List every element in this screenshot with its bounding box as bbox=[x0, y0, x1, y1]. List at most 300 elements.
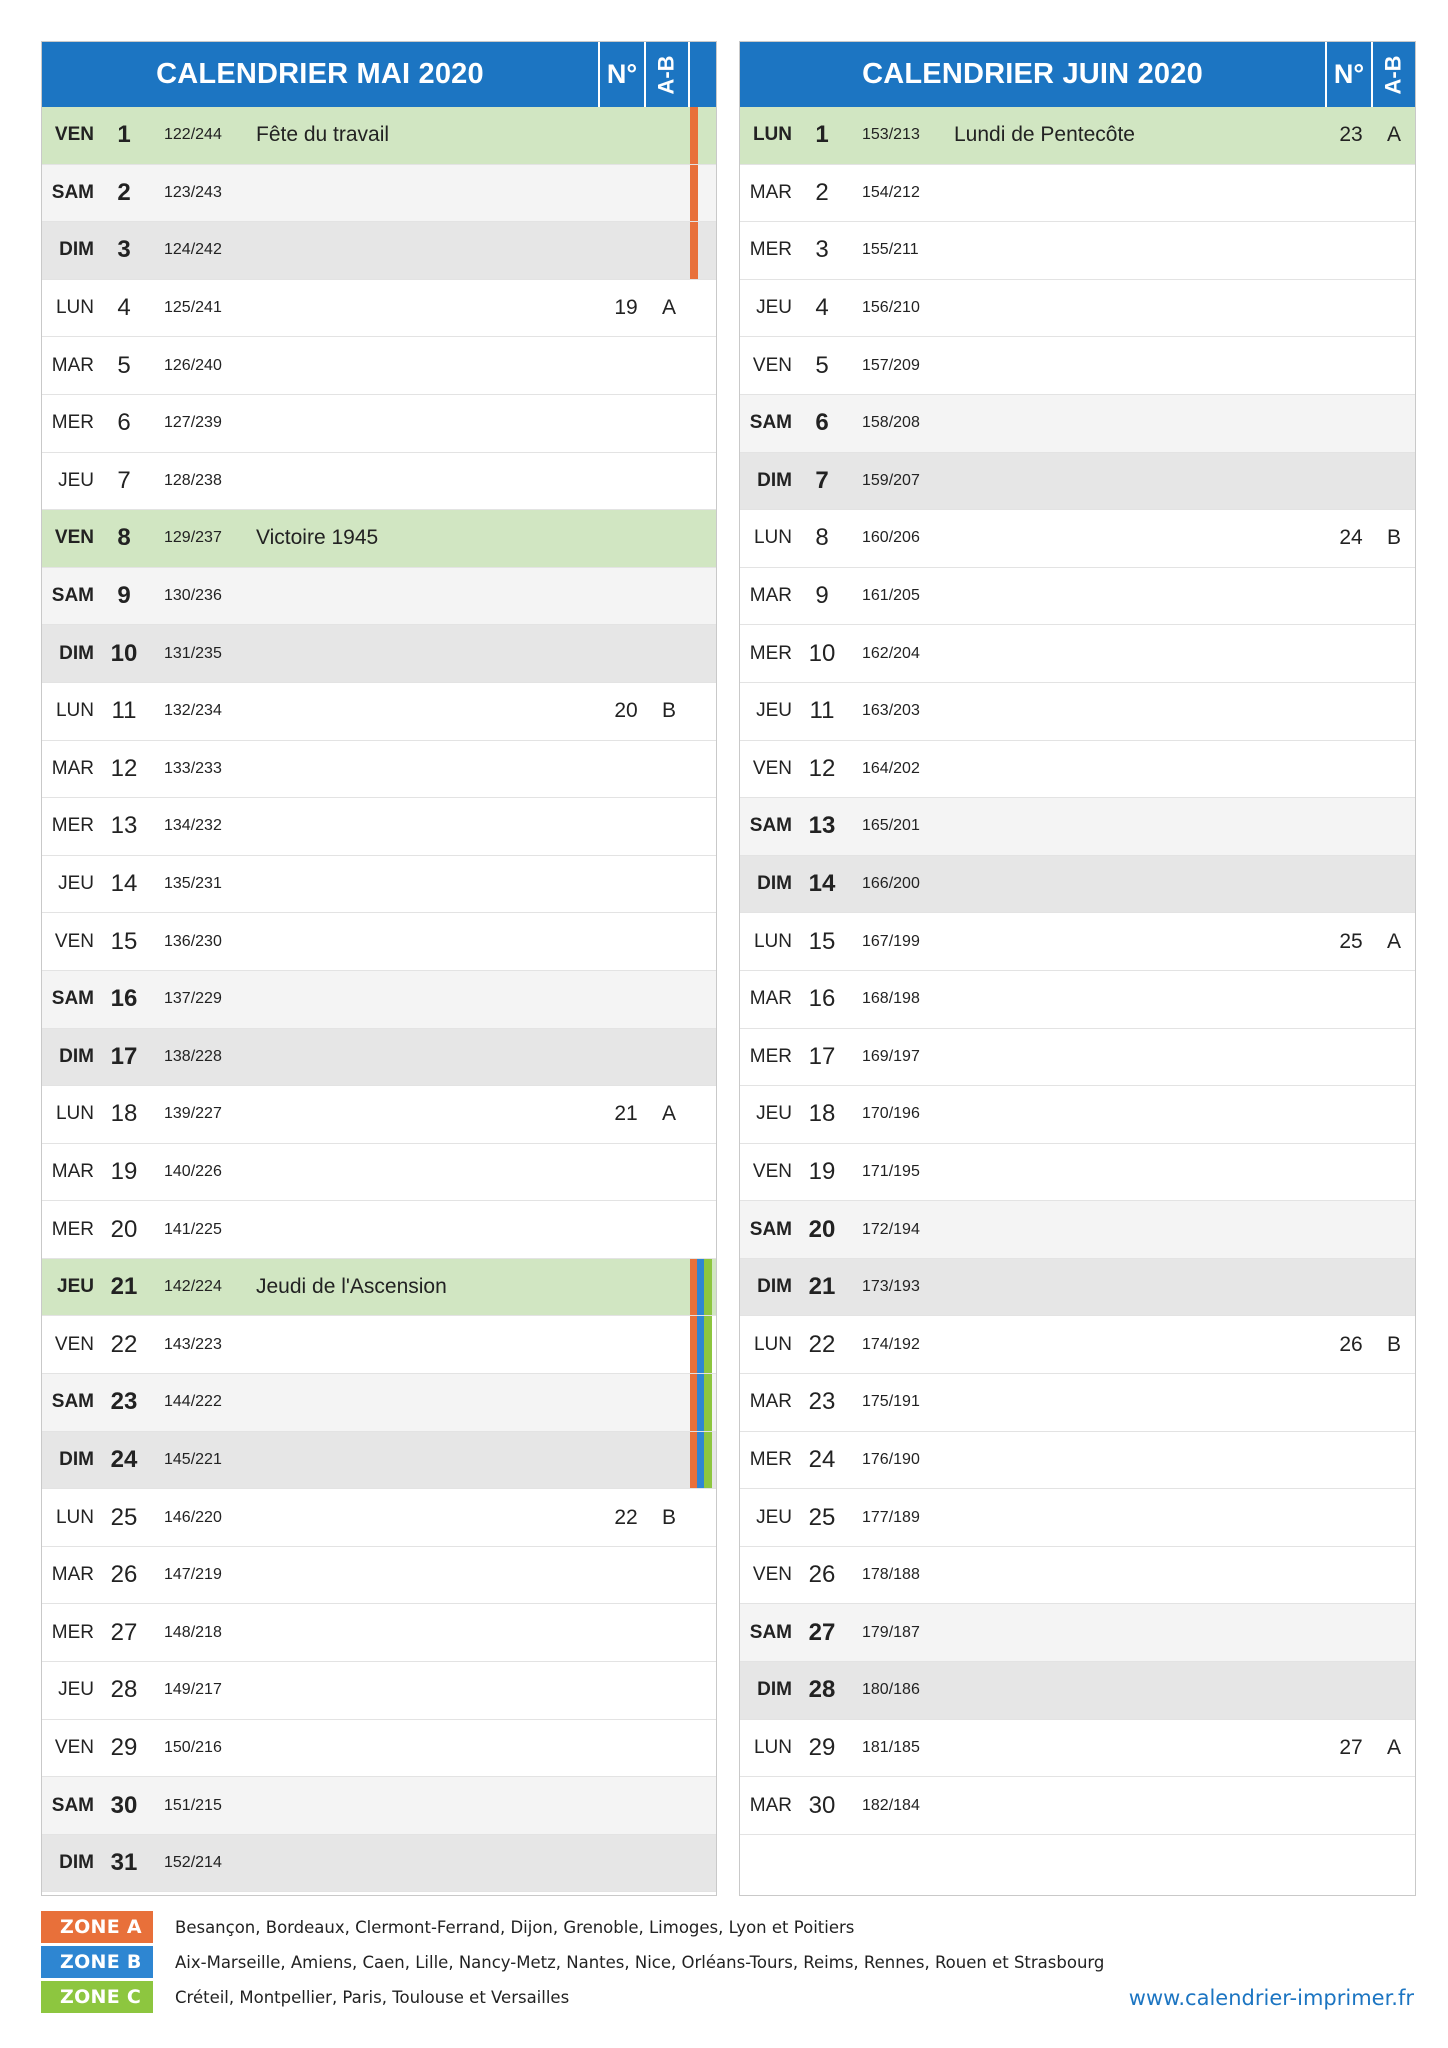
day-number: 30 bbox=[808, 1791, 836, 1819]
day-of-year: 177/189 bbox=[862, 1508, 920, 1526]
day-name: JEU bbox=[58, 469, 94, 491]
day-number: 18 bbox=[808, 1100, 836, 1128]
day-number: 29 bbox=[110, 1733, 138, 1761]
week-ab: B bbox=[661, 699, 676, 723]
day-of-year: 148/218 bbox=[164, 1623, 222, 1641]
day-name: SAM bbox=[51, 1794, 94, 1816]
day-number: 20 bbox=[110, 1215, 138, 1243]
day-number: 14 bbox=[808, 870, 836, 898]
day-of-year: 172/194 bbox=[862, 1220, 920, 1238]
day-name: SAM bbox=[51, 988, 94, 1010]
day-name: VEN bbox=[54, 527, 94, 549]
day-number: 16 bbox=[808, 985, 836, 1013]
day-of-year: 159/207 bbox=[862, 471, 920, 489]
day-number: 7 bbox=[815, 466, 829, 494]
day-number: 22 bbox=[808, 1330, 836, 1358]
day-of-year: 181/185 bbox=[862, 1738, 920, 1756]
calendar-title: CALENDRIER MAI 2020 bbox=[156, 58, 484, 90]
day-row bbox=[740, 1662, 1415, 1720]
calendar-header bbox=[740, 42, 1415, 107]
day-of-year: 145/221 bbox=[164, 1450, 222, 1468]
day-name: SAM bbox=[51, 1391, 94, 1413]
day-number: 7 bbox=[117, 466, 131, 494]
week-ab-header bbox=[644, 42, 688, 107]
day-row bbox=[740, 222, 1415, 280]
day-rows bbox=[740, 107, 1415, 1835]
day-row bbox=[740, 798, 1415, 856]
day-name: MER bbox=[51, 1218, 94, 1240]
day-number: 19 bbox=[808, 1157, 836, 1185]
zone-holiday-markers bbox=[690, 395, 716, 452]
week-ab: B bbox=[1386, 1332, 1401, 1356]
day-of-year: 158/208 bbox=[862, 414, 920, 432]
day-number: 5 bbox=[117, 351, 131, 379]
day-row bbox=[740, 625, 1415, 683]
calendar-may bbox=[41, 41, 717, 1896]
zone-holiday-markers bbox=[690, 453, 716, 510]
day-row bbox=[740, 568, 1415, 626]
day-row bbox=[42, 280, 716, 338]
day-name: LUN bbox=[752, 124, 792, 146]
day-of-year: 160/206 bbox=[862, 529, 920, 547]
zone-holiday-markers bbox=[690, 625, 716, 682]
day-name: MAR bbox=[51, 1564, 94, 1586]
zone-holiday-markers bbox=[690, 1201, 716, 1258]
week-number: 22 bbox=[614, 1505, 638, 1529]
day-number: 14 bbox=[110, 870, 138, 898]
day-name: LUN bbox=[753, 930, 792, 952]
zone-c-cities: Créteil, Montpellier, Paris, Toulouse et Versailles bbox=[175, 1987, 570, 2007]
day-number: 1 bbox=[117, 121, 131, 149]
day-of-year: 169/197 bbox=[862, 1047, 920, 1065]
day-name: MER bbox=[749, 239, 792, 261]
day-row bbox=[740, 1201, 1415, 1259]
day-name: DIM bbox=[757, 1679, 792, 1701]
day-of-year: 153/213 bbox=[862, 126, 920, 144]
day-row bbox=[42, 971, 716, 1029]
day-row bbox=[740, 1720, 1415, 1778]
day-name: MAR bbox=[749, 181, 792, 203]
zone-holiday-markers bbox=[690, 222, 716, 279]
day-row bbox=[42, 165, 716, 223]
day-name: JEU bbox=[756, 700, 792, 722]
day-name: MER bbox=[51, 412, 94, 434]
day-row bbox=[740, 1374, 1415, 1432]
day-row bbox=[42, 510, 716, 568]
day-of-year: 154/212 bbox=[862, 183, 920, 201]
day-of-year: 130/236 bbox=[164, 587, 222, 605]
day-name: MER bbox=[749, 1045, 792, 1067]
day-name: SAM bbox=[749, 412, 792, 434]
day-row bbox=[740, 971, 1415, 1029]
day-name: DIM bbox=[59, 642, 94, 664]
day-number: 30 bbox=[110, 1791, 138, 1819]
day-row bbox=[740, 165, 1415, 223]
week-ab: A bbox=[1386, 1735, 1401, 1759]
day-number: 23 bbox=[110, 1388, 138, 1416]
zone-holiday-markers bbox=[690, 1144, 716, 1201]
day-of-year: 132/234 bbox=[164, 702, 222, 720]
zone-holiday-markers bbox=[690, 1259, 716, 1316]
day-of-year: 133/233 bbox=[164, 759, 222, 777]
zone-holiday-markers bbox=[690, 1662, 716, 1719]
day-name: LUN bbox=[55, 1506, 94, 1528]
day-of-year: 179/187 bbox=[862, 1623, 920, 1641]
day-number: 2 bbox=[815, 178, 829, 206]
day-name: JEU bbox=[756, 1103, 792, 1125]
day-of-year: 128/238 bbox=[164, 471, 222, 489]
day-of-year: 157/209 bbox=[862, 356, 920, 374]
day-of-year: 135/231 bbox=[164, 875, 222, 893]
zone-holiday-markers bbox=[690, 1835, 716, 1892]
day-name: DIM bbox=[757, 873, 792, 895]
day-name: JEU bbox=[756, 1506, 792, 1528]
day-row bbox=[42, 683, 716, 741]
zone-b-cities: Aix-Marseille, Amiens, Caen, Lille, Nancy-Metz, Nantes, Nice, Orléans-Tours, Reims, Rennes, Rouen et Strasbourg bbox=[175, 1952, 1105, 1972]
day-name: VEN bbox=[752, 354, 792, 376]
day-row bbox=[42, 1489, 716, 1547]
zone-holiday-markers bbox=[690, 1029, 716, 1086]
day-of-year: 180/186 bbox=[862, 1681, 920, 1699]
day-row bbox=[740, 1604, 1415, 1662]
zone-holiday-markers bbox=[690, 107, 716, 164]
day-number: 16 bbox=[110, 985, 138, 1013]
calendar-title: CALENDRIER JUIN 2020 bbox=[862, 58, 1203, 90]
day-row bbox=[740, 683, 1415, 741]
week-ab: A bbox=[661, 1102, 676, 1126]
day-number: 4 bbox=[117, 294, 131, 322]
day-of-year: 167/199 bbox=[862, 932, 920, 950]
zone-a-marker bbox=[690, 165, 698, 222]
day-name: MAR bbox=[51, 757, 94, 779]
day-row bbox=[740, 913, 1415, 971]
day-number: 8 bbox=[815, 524, 829, 552]
day-number: 15 bbox=[110, 927, 138, 955]
holiday-label: Jeudi de l'Ascension bbox=[256, 1275, 447, 1299]
day-row bbox=[42, 1432, 716, 1490]
day-row bbox=[42, 741, 716, 799]
zone-holiday-markers bbox=[690, 1777, 716, 1834]
day-of-year: 129/237 bbox=[164, 529, 222, 547]
day-row bbox=[740, 741, 1415, 799]
week-number: 25 bbox=[1339, 929, 1363, 953]
day-name: DIM bbox=[59, 1852, 94, 1874]
day-number: 25 bbox=[808, 1503, 836, 1531]
week-number: 27 bbox=[1339, 1735, 1363, 1759]
day-number: 9 bbox=[117, 582, 131, 610]
day-of-year: 162/204 bbox=[862, 644, 920, 662]
week-number: 20 bbox=[614, 699, 638, 723]
day-number: 21 bbox=[808, 1273, 836, 1301]
day-of-year: 152/214 bbox=[164, 1854, 222, 1872]
zone-column-header bbox=[688, 42, 716, 107]
week-number-header: N° bbox=[1325, 42, 1371, 107]
day-name: MER bbox=[51, 815, 94, 837]
day-name: MER bbox=[749, 1448, 792, 1470]
day-number: 3 bbox=[117, 236, 131, 264]
zone-holiday-markers bbox=[690, 510, 716, 567]
day-of-year: 165/201 bbox=[862, 817, 920, 835]
day-of-year: 127/239 bbox=[164, 414, 222, 432]
day-name: MER bbox=[51, 1621, 94, 1643]
day-name: SAM bbox=[749, 815, 792, 837]
day-row bbox=[42, 1777, 716, 1835]
day-number: 8 bbox=[117, 524, 131, 552]
day-row bbox=[42, 453, 716, 511]
zone-a-cities: Besançon, Bordeaux, Clermont-Ferrand, Dijon, Grenoble, Limoges, Lyon et Poitiers bbox=[175, 1917, 855, 1937]
day-number: 21 bbox=[110, 1273, 138, 1301]
day-number: 13 bbox=[110, 812, 138, 840]
day-of-year: 143/223 bbox=[164, 1335, 222, 1353]
day-name: DIM bbox=[757, 1276, 792, 1298]
day-of-year: 147/219 bbox=[164, 1566, 222, 1584]
holiday-label: Lundi de Pentecôte bbox=[954, 123, 1135, 147]
day-row bbox=[42, 1029, 716, 1087]
week-ab: A bbox=[661, 296, 676, 320]
day-name: VEN bbox=[54, 930, 94, 952]
day-number: 22 bbox=[110, 1330, 138, 1358]
day-of-year: 126/240 bbox=[164, 356, 222, 374]
day-name: LUN bbox=[55, 297, 94, 319]
day-number: 3 bbox=[815, 236, 829, 264]
day-of-year: 161/205 bbox=[862, 587, 920, 605]
day-of-year: 123/243 bbox=[164, 183, 222, 201]
day-number: 15 bbox=[808, 927, 836, 955]
day-name: LUN bbox=[55, 700, 94, 722]
day-of-year: 125/241 bbox=[164, 299, 222, 317]
week-number: 19 bbox=[614, 296, 638, 320]
day-row bbox=[740, 1547, 1415, 1605]
day-name: SAM bbox=[749, 1218, 792, 1240]
zone-holiday-markers bbox=[690, 1547, 716, 1604]
zone-holiday-markers bbox=[690, 1432, 716, 1489]
zone-c-marker bbox=[704, 1316, 712, 1373]
week-number: 26 bbox=[1339, 1332, 1363, 1356]
day-number: 11 bbox=[111, 697, 137, 725]
day-of-year: 156/210 bbox=[862, 299, 920, 317]
day-name: VEN bbox=[752, 1160, 792, 1182]
zone-holiday-markers bbox=[690, 1316, 716, 1373]
calendar-june bbox=[739, 41, 1416, 1896]
day-name: JEU bbox=[58, 873, 94, 895]
week-number-header: N° bbox=[598, 42, 644, 107]
day-number: 6 bbox=[815, 409, 829, 437]
day-of-year: 164/202 bbox=[862, 759, 920, 777]
week-ab-header-label: A-B bbox=[653, 54, 679, 95]
day-number: 1 bbox=[815, 121, 829, 149]
day-number: 12 bbox=[110, 754, 138, 782]
zone-holiday-markers bbox=[690, 280, 716, 337]
zone-holiday-markers bbox=[690, 1604, 716, 1661]
zone-holiday-markers bbox=[690, 337, 716, 394]
day-row bbox=[42, 395, 716, 453]
zone-a-chip: ZONE A bbox=[41, 1911, 153, 1943]
week-ab: B bbox=[1386, 526, 1401, 550]
day-row bbox=[740, 1144, 1415, 1202]
day-row bbox=[42, 568, 716, 626]
holiday-label: Victoire 1945 bbox=[256, 526, 379, 550]
day-name: JEU bbox=[57, 1276, 94, 1298]
day-of-year: 131/235 bbox=[164, 644, 222, 662]
legend-row-zone-a bbox=[41, 1910, 1421, 1944]
zone-a-marker bbox=[690, 222, 698, 279]
zone-c-marker bbox=[704, 1432, 712, 1489]
zone-holiday-markers bbox=[690, 1720, 716, 1777]
zone-holiday-markers bbox=[690, 683, 716, 740]
day-of-year: 134/232 bbox=[164, 817, 222, 835]
zone-holiday-markers bbox=[690, 741, 716, 798]
day-of-year: 173/193 bbox=[862, 1278, 920, 1296]
day-name: VEN bbox=[752, 757, 792, 779]
day-name: MAR bbox=[749, 585, 792, 607]
zone-holiday-markers bbox=[690, 1086, 716, 1143]
day-name: MAR bbox=[749, 988, 792, 1010]
week-number: 23 bbox=[1339, 123, 1363, 147]
day-number: 10 bbox=[110, 639, 138, 667]
day-of-year: 176/190 bbox=[862, 1450, 920, 1468]
day-name: MAR bbox=[749, 1391, 792, 1413]
day-row bbox=[42, 1662, 716, 1720]
day-row bbox=[740, 280, 1415, 338]
zone-holiday-markers bbox=[690, 568, 716, 625]
day-row bbox=[740, 395, 1415, 453]
day-of-year: 142/224 bbox=[164, 1278, 222, 1296]
day-name: VEN bbox=[54, 1333, 94, 1355]
day-name: MAR bbox=[51, 354, 94, 376]
day-number: 19 bbox=[110, 1157, 138, 1185]
day-of-year: 168/198 bbox=[862, 990, 920, 1008]
day-name: VEN bbox=[54, 124, 94, 146]
day-number: 12 bbox=[808, 754, 836, 782]
day-of-year: 124/242 bbox=[164, 241, 222, 259]
day-row bbox=[740, 510, 1415, 568]
day-of-year: 182/184 bbox=[862, 1796, 920, 1814]
day-row bbox=[740, 107, 1415, 165]
day-name: DIM bbox=[59, 1448, 94, 1470]
day-of-year: 170/196 bbox=[862, 1105, 920, 1123]
day-row bbox=[42, 1086, 716, 1144]
day-of-year: 138/228 bbox=[164, 1047, 222, 1065]
day-number: 31 bbox=[110, 1849, 138, 1877]
day-row bbox=[42, 222, 716, 280]
week-number: 21 bbox=[614, 1102, 638, 1126]
zone-holiday-markers bbox=[690, 913, 716, 970]
day-name: JEU bbox=[58, 1679, 94, 1701]
week-ab-header-label: A-B bbox=[1380, 54, 1406, 95]
day-row bbox=[42, 856, 716, 914]
day-row bbox=[740, 856, 1415, 914]
day-of-year: 174/192 bbox=[862, 1335, 920, 1353]
legend-row-zone-b bbox=[41, 1945, 1421, 1979]
website-link[interactable]: www.calendrier-imprimer.fr bbox=[1128, 1986, 1414, 2010]
day-row bbox=[42, 337, 716, 395]
day-name: LUN bbox=[55, 1103, 94, 1125]
day-row bbox=[42, 1201, 716, 1259]
day-row bbox=[740, 1432, 1415, 1490]
week-ab-header bbox=[1371, 42, 1415, 107]
day-number: 27 bbox=[808, 1618, 836, 1646]
zone-holiday-markers bbox=[690, 798, 716, 855]
day-name: DIM bbox=[59, 1045, 94, 1067]
day-name: MAR bbox=[749, 1794, 792, 1816]
day-name: LUN bbox=[753, 1736, 792, 1758]
zone-c-marker bbox=[704, 1259, 712, 1316]
day-of-year: 175/191 bbox=[862, 1393, 920, 1411]
day-row bbox=[42, 1316, 716, 1374]
zone-c-chip: ZONE C bbox=[41, 1981, 153, 2013]
day-of-year: 146/220 bbox=[164, 1508, 222, 1526]
zone-holiday-markers bbox=[690, 856, 716, 913]
day-row bbox=[42, 1604, 716, 1662]
day-name: DIM bbox=[59, 239, 94, 261]
day-row bbox=[740, 1086, 1415, 1144]
day-name: JEU bbox=[756, 297, 792, 319]
day-number: 26 bbox=[110, 1561, 138, 1589]
day-number: 27 bbox=[110, 1618, 138, 1646]
day-of-year: 122/244 bbox=[164, 126, 222, 144]
day-of-year: 155/211 bbox=[862, 241, 919, 259]
day-number: 24 bbox=[808, 1445, 836, 1473]
week-ab: B bbox=[661, 1505, 676, 1529]
day-of-year: 178/188 bbox=[862, 1566, 920, 1584]
zone-b-chip: ZONE B bbox=[41, 1946, 153, 1978]
day-number: 13 bbox=[808, 812, 836, 840]
day-row bbox=[42, 1547, 716, 1605]
day-of-year: 140/226 bbox=[164, 1162, 222, 1180]
day-number: 28 bbox=[808, 1676, 836, 1704]
day-of-year: 137/229 bbox=[164, 990, 222, 1008]
zone-holiday-markers bbox=[690, 165, 716, 222]
day-row bbox=[740, 453, 1415, 511]
day-number: 18 bbox=[110, 1100, 138, 1128]
zone-a-marker bbox=[690, 107, 698, 164]
day-row bbox=[42, 1720, 716, 1778]
day-of-year: 139/227 bbox=[164, 1105, 222, 1123]
day-row bbox=[42, 913, 716, 971]
week-number: 24 bbox=[1339, 526, 1363, 550]
day-number: 24 bbox=[110, 1445, 138, 1473]
day-name: DIM bbox=[757, 469, 792, 491]
day-row bbox=[740, 1316, 1415, 1374]
day-of-year: 149/217 bbox=[164, 1681, 222, 1699]
day-row bbox=[740, 337, 1415, 395]
day-of-year: 151/215 bbox=[164, 1796, 222, 1814]
zone-holiday-markers bbox=[690, 1489, 716, 1546]
calendar-header bbox=[42, 42, 716, 107]
day-number: 9 bbox=[815, 582, 829, 610]
day-row bbox=[42, 1144, 716, 1202]
day-of-year: 141/225 bbox=[164, 1220, 222, 1238]
day-name: LUN bbox=[753, 527, 792, 549]
day-of-year: 144/222 bbox=[164, 1393, 222, 1411]
day-name: MER bbox=[749, 642, 792, 664]
day-row bbox=[42, 1259, 716, 1317]
day-number: 2 bbox=[117, 178, 131, 206]
day-number: 29 bbox=[808, 1733, 836, 1761]
day-row bbox=[740, 1777, 1415, 1835]
day-row bbox=[740, 1029, 1415, 1087]
day-of-year: 163/203 bbox=[862, 702, 920, 720]
day-name: SAM bbox=[749, 1621, 792, 1643]
day-row bbox=[740, 1489, 1415, 1547]
day-of-year: 171/195 bbox=[862, 1162, 920, 1180]
day-number: 17 bbox=[808, 1042, 836, 1070]
day-name: LUN bbox=[753, 1333, 792, 1355]
day-number: 26 bbox=[808, 1561, 836, 1589]
day-row bbox=[42, 798, 716, 856]
day-row bbox=[42, 107, 716, 165]
day-name: VEN bbox=[752, 1564, 792, 1586]
